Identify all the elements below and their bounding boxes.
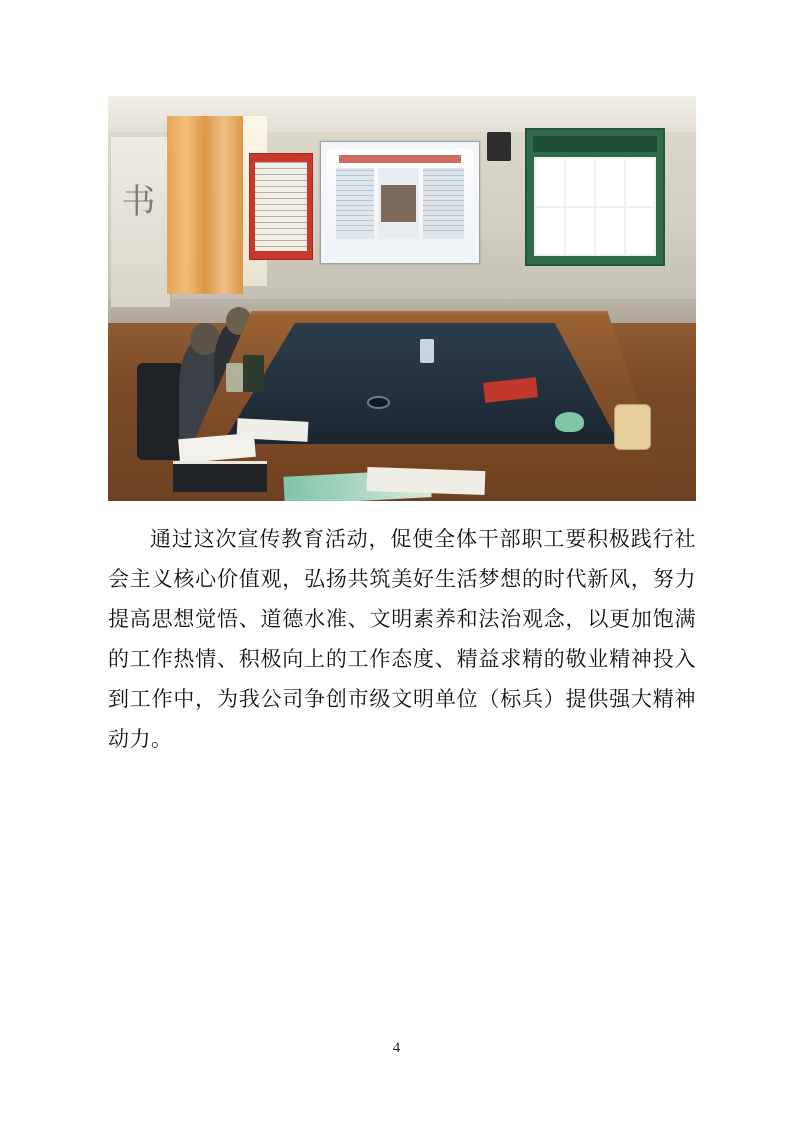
photo-thermos bbox=[243, 355, 264, 391]
page-content bbox=[108, 96, 696, 780]
photo-screen-inner bbox=[327, 149, 473, 256]
photo-red-poster-board bbox=[249, 153, 313, 260]
photo-projection-screen bbox=[320, 141, 481, 265]
photo-green-cup bbox=[555, 412, 584, 432]
photo-green-notice-board bbox=[525, 128, 664, 266]
photo-poster-inner bbox=[255, 162, 307, 250]
photo-book-stack bbox=[173, 461, 267, 492]
photo-wall-speaker bbox=[487, 132, 511, 160]
photo-glass-cup bbox=[226, 363, 244, 391]
meeting-photo bbox=[108, 96, 696, 501]
photo-screen-text-right bbox=[423, 170, 464, 234]
photo-screen-text-left bbox=[336, 170, 374, 234]
photo-booklets-secondary bbox=[366, 467, 484, 495]
photo-wall-calligraphy bbox=[111, 137, 172, 307]
photo-papers-b bbox=[237, 418, 309, 442]
photo-green-board-header bbox=[533, 136, 657, 152]
page-number: 4 bbox=[392, 1040, 401, 1056]
photo-curtain bbox=[167, 116, 243, 294]
photo-chair bbox=[137, 363, 184, 460]
photo-table-cable-port bbox=[367, 396, 390, 410]
photo-green-board-grid bbox=[534, 157, 656, 256]
photo-canvas bbox=[108, 96, 696, 501]
photo-screen-title-bar bbox=[339, 155, 462, 162]
body-paragraph: 通过这次宣传教育活动，促使全体干部职工要积极践行社会主义核心价值观，弘扬共筑美好生活梦想的时代新风，努力提高思想觉悟、道德水准、文明素养和法治观念，以更加饱满的工作热情、积极向上的工作态度、精益求精的敬业精神投入到工作中，为我公司争创市级文明单位（标兵）提供强大精神动力。 bbox=[108, 527, 696, 751]
photo-water-bottle bbox=[420, 339, 434, 363]
photo-screen-image bbox=[381, 185, 416, 221]
photo-glass-jar bbox=[614, 404, 651, 451]
